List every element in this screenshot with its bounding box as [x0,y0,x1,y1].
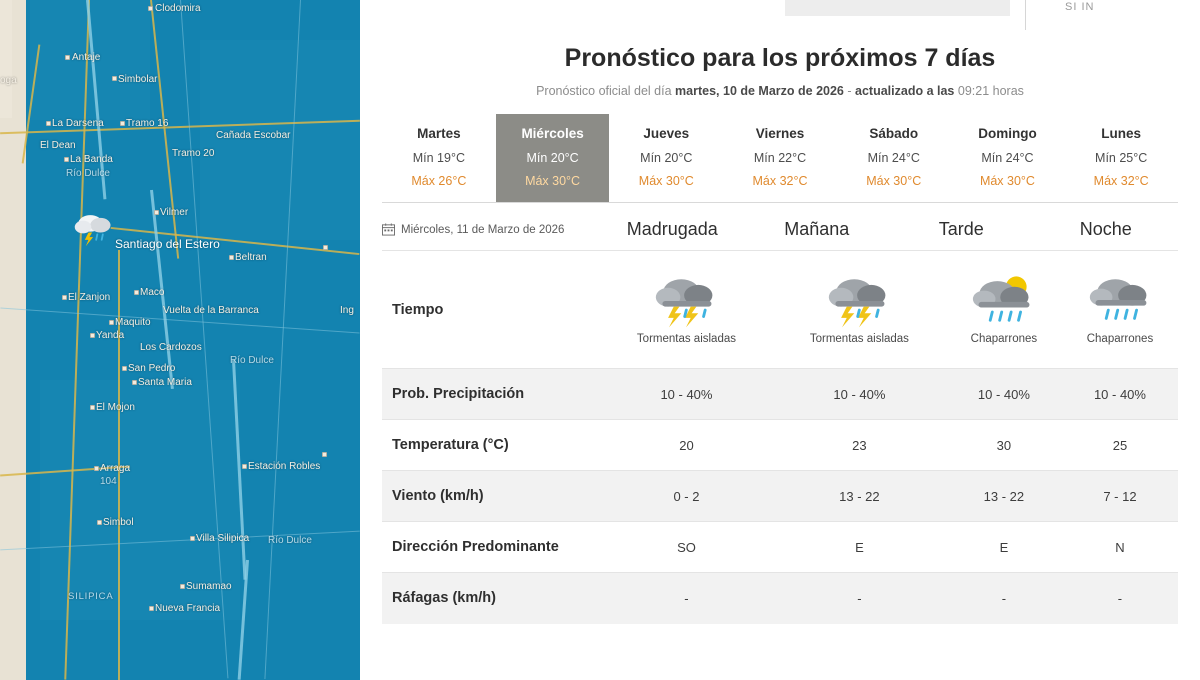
map-place-label: Maquito [115,317,151,328]
map-place-label: Los Cardozos [140,342,202,353]
map-city-marker [62,295,67,300]
row-value: 13 - 22 [946,471,1062,522]
map-place-label: 104 [100,476,117,487]
week-day-martes[interactable] [382,114,496,202]
top-strip [360,0,1200,28]
map-city-marker [112,76,117,81]
sun-rain-icon [946,272,1062,328]
table-row [382,471,1178,522]
map-place-label: oga [0,75,17,86]
map-city-marker [97,520,102,525]
map-place-label: Nueva Francia [155,603,221,614]
row-value: 0 - 2 [600,471,773,522]
map-place-label: Beltran [235,252,267,263]
map-place-label: Simbolar [118,74,158,85]
map-place-label: Maco [140,287,165,298]
row-value: 25 [1062,420,1178,471]
week-day-name: Jueves [643,126,690,141]
subtitle-update-time: 09:21 [957,84,990,98]
row-value: SO [600,522,773,573]
week-day-max: Máx 30°C [525,174,581,188]
week-day-min: Mín 24°C [867,151,920,165]
row-value: N [1062,522,1178,573]
map-city-marker [323,245,328,250]
row-label: Tiempo [382,251,600,369]
map-city-marker [94,466,99,471]
map-city-marker [180,584,185,589]
map-city-marker [64,157,69,162]
map-city-marker [122,366,127,371]
map-place-label: SILIPICA [68,591,114,602]
row-value: E [773,522,946,573]
forecast-table [382,250,1178,624]
map-city-marker [148,6,153,11]
map-panel[interactable] [0,0,360,680]
map-place-label: Yanda [96,330,125,341]
subtitle-suffix: horas [992,84,1024,98]
detail-date-label: Miércoles, 11 de Marzo de 2026 [401,223,565,236]
weather-cell [600,251,773,369]
row-label: Ráfagas (km/h) [382,573,600,624]
week-day-name: Domingo [978,126,1037,141]
thunderstorm-icon [600,272,773,328]
subtitle-updated-label: actualizado a las [855,84,955,98]
map-place-label: Santa Maria [138,377,192,388]
top-divider [1025,0,1026,30]
week-day-name: Sábado [869,126,919,141]
week-day-name: Viernes [755,126,805,141]
week-day-name: Martes [417,126,461,141]
table-row [382,573,1178,624]
week-day-min: Mín 20°C [640,151,693,165]
week-day-domingo[interactable] [951,114,1065,202]
period-header-madrugada: Madrugada [626,219,718,239]
table-row [382,420,1178,471]
map-place-label: Santiago del Estero [115,237,220,251]
weather-condition-text: Chaparrones [1086,333,1154,346]
map-city-marker [46,121,51,126]
map-place-label: La Banda [70,154,113,165]
row-label: Temperatura (°C) [382,420,600,471]
weather-condition-text: Tormentas aisladas [636,333,736,346]
map-place-label: Clodomira [155,3,201,14]
week-day-min: Mín 22°C [753,151,807,165]
map-city-marker [120,121,125,126]
week-day-viernes[interactable] [723,114,837,202]
forecast-subtitle [360,84,1200,98]
map-land-strip-upper [0,0,12,118]
week-day-max: Máx 30°C [638,174,694,188]
week-day-max: Máx 30°C [979,174,1035,188]
map-city-marker [322,452,327,457]
row-value: - [946,573,1062,624]
map-place-label: Río Dulce [230,355,274,366]
map-city-marker [132,380,137,385]
row-value: 23 [773,420,946,471]
map-city-marker [154,210,159,215]
row-value: 10 - 40% [773,369,946,420]
map-city-marker [90,333,95,338]
week-day-min: Mín 24°C [981,151,1034,165]
week-day-name: Lunes [1101,126,1142,141]
weather-cell [773,251,946,369]
top-placeholder-box [785,0,1010,16]
map-city-marker [90,405,95,410]
subtitle-separator: - [847,84,852,98]
map-place-label: Río Dulce [268,535,312,546]
map-place-label: San Pedro [128,363,176,374]
row-value: - [600,573,773,624]
row-value: E [946,522,1062,573]
map-place-label: Villa Silipica [196,533,250,544]
row-value: 10 - 40% [946,369,1062,420]
period-header-manana: Mañana [784,219,850,239]
week-day-jueves[interactable] [609,114,723,202]
map-place-label: Simbol [103,517,134,528]
row-value: 20 [600,420,773,471]
week-day-miércoles[interactable] [496,114,610,202]
top-sign-text: SI IN [1065,1,1095,13]
map-place-label: Cañada Escobar [216,130,291,141]
rain-icon [1062,272,1178,328]
weather-condition-text: Chaparrones [970,333,1038,346]
weather-cell [1062,251,1178,369]
week-day-max: Máx 32°C [1093,174,1149,188]
week-day-max: Máx 30°C [866,174,922,188]
map-place-label: Tramo 20 [172,148,215,159]
map-place-label: Sumamao [186,581,232,592]
map-city-marker [65,55,70,60]
map-place-label: Estación Robles [248,461,321,472]
map-place-label: Arraga [100,463,131,474]
map-city-marker [242,464,247,469]
map-place-label: Ing [340,305,354,316]
period-header-tarde: Tarde [938,219,984,239]
map-city-marker [190,536,195,541]
week-day-lunes[interactable] [1064,114,1178,202]
table-row [382,369,1178,420]
forecast-panel [360,0,1200,680]
row-value: 30 [946,420,1062,471]
row-label: Viento (km/h) [382,471,600,522]
map-place-label: El Dean [40,140,76,151]
calendar-icon [382,223,395,236]
weather-cell [946,251,1062,369]
map-place-label: La Darsena [52,118,104,129]
weather-condition-text: Tormentas aisladas [809,333,909,346]
table-row [382,522,1178,573]
row-value: - [1062,573,1178,624]
row-value: 10 - 40% [1062,369,1178,420]
week-day-min: Mín 19°C [412,151,465,165]
row-label: Dirección Predominante [382,522,600,573]
week-day-min: Mín 25°C [1095,151,1148,165]
map-place-label: Vuelta de la Barranca [163,305,259,316]
table-row [382,251,1178,369]
map-place-label: Vilmer [160,207,189,218]
map-city-marker [109,320,114,325]
week-day-name: Miércoles [521,126,584,141]
row-value: 7 - 12 [1062,471,1178,522]
map-place-label: Río Dulce [66,168,110,179]
period-header-noche: Noche [1079,219,1132,239]
week-day-sábado[interactable] [837,114,951,202]
subtitle-prefix: Pronóstico oficial del día [536,84,672,98]
map-storm-cloud-icon [72,205,116,249]
map-city-marker [134,290,139,295]
detail-date [382,223,600,240]
map-place-label: El Mojon [96,402,135,413]
week-day-max: Máx 32°C [752,174,808,188]
subtitle-date: martes, 10 de Marzo de 2026 [675,84,844,98]
week-day-min: Mín 20°C [526,151,579,165]
map-place-label: Antaje [72,52,101,63]
week-day-strip[interactable] [382,114,1178,203]
week-day-max: Máx 26°C [411,174,467,188]
row-label: Prob. Precipitación [382,369,600,420]
row-value: - [773,573,946,624]
map-city-marker [149,606,154,611]
page-title: Pronóstico para los próximos 7 días [564,44,996,72]
detail-header [382,203,1178,250]
map-place-label: El Zanjon [68,292,111,303]
thunderstorm-icon [773,272,946,328]
row-value: 13 - 22 [773,471,946,522]
map-place-label: Tramo 16 [126,118,169,129]
row-value: 10 - 40% [600,369,773,420]
map-city-marker [229,255,234,260]
